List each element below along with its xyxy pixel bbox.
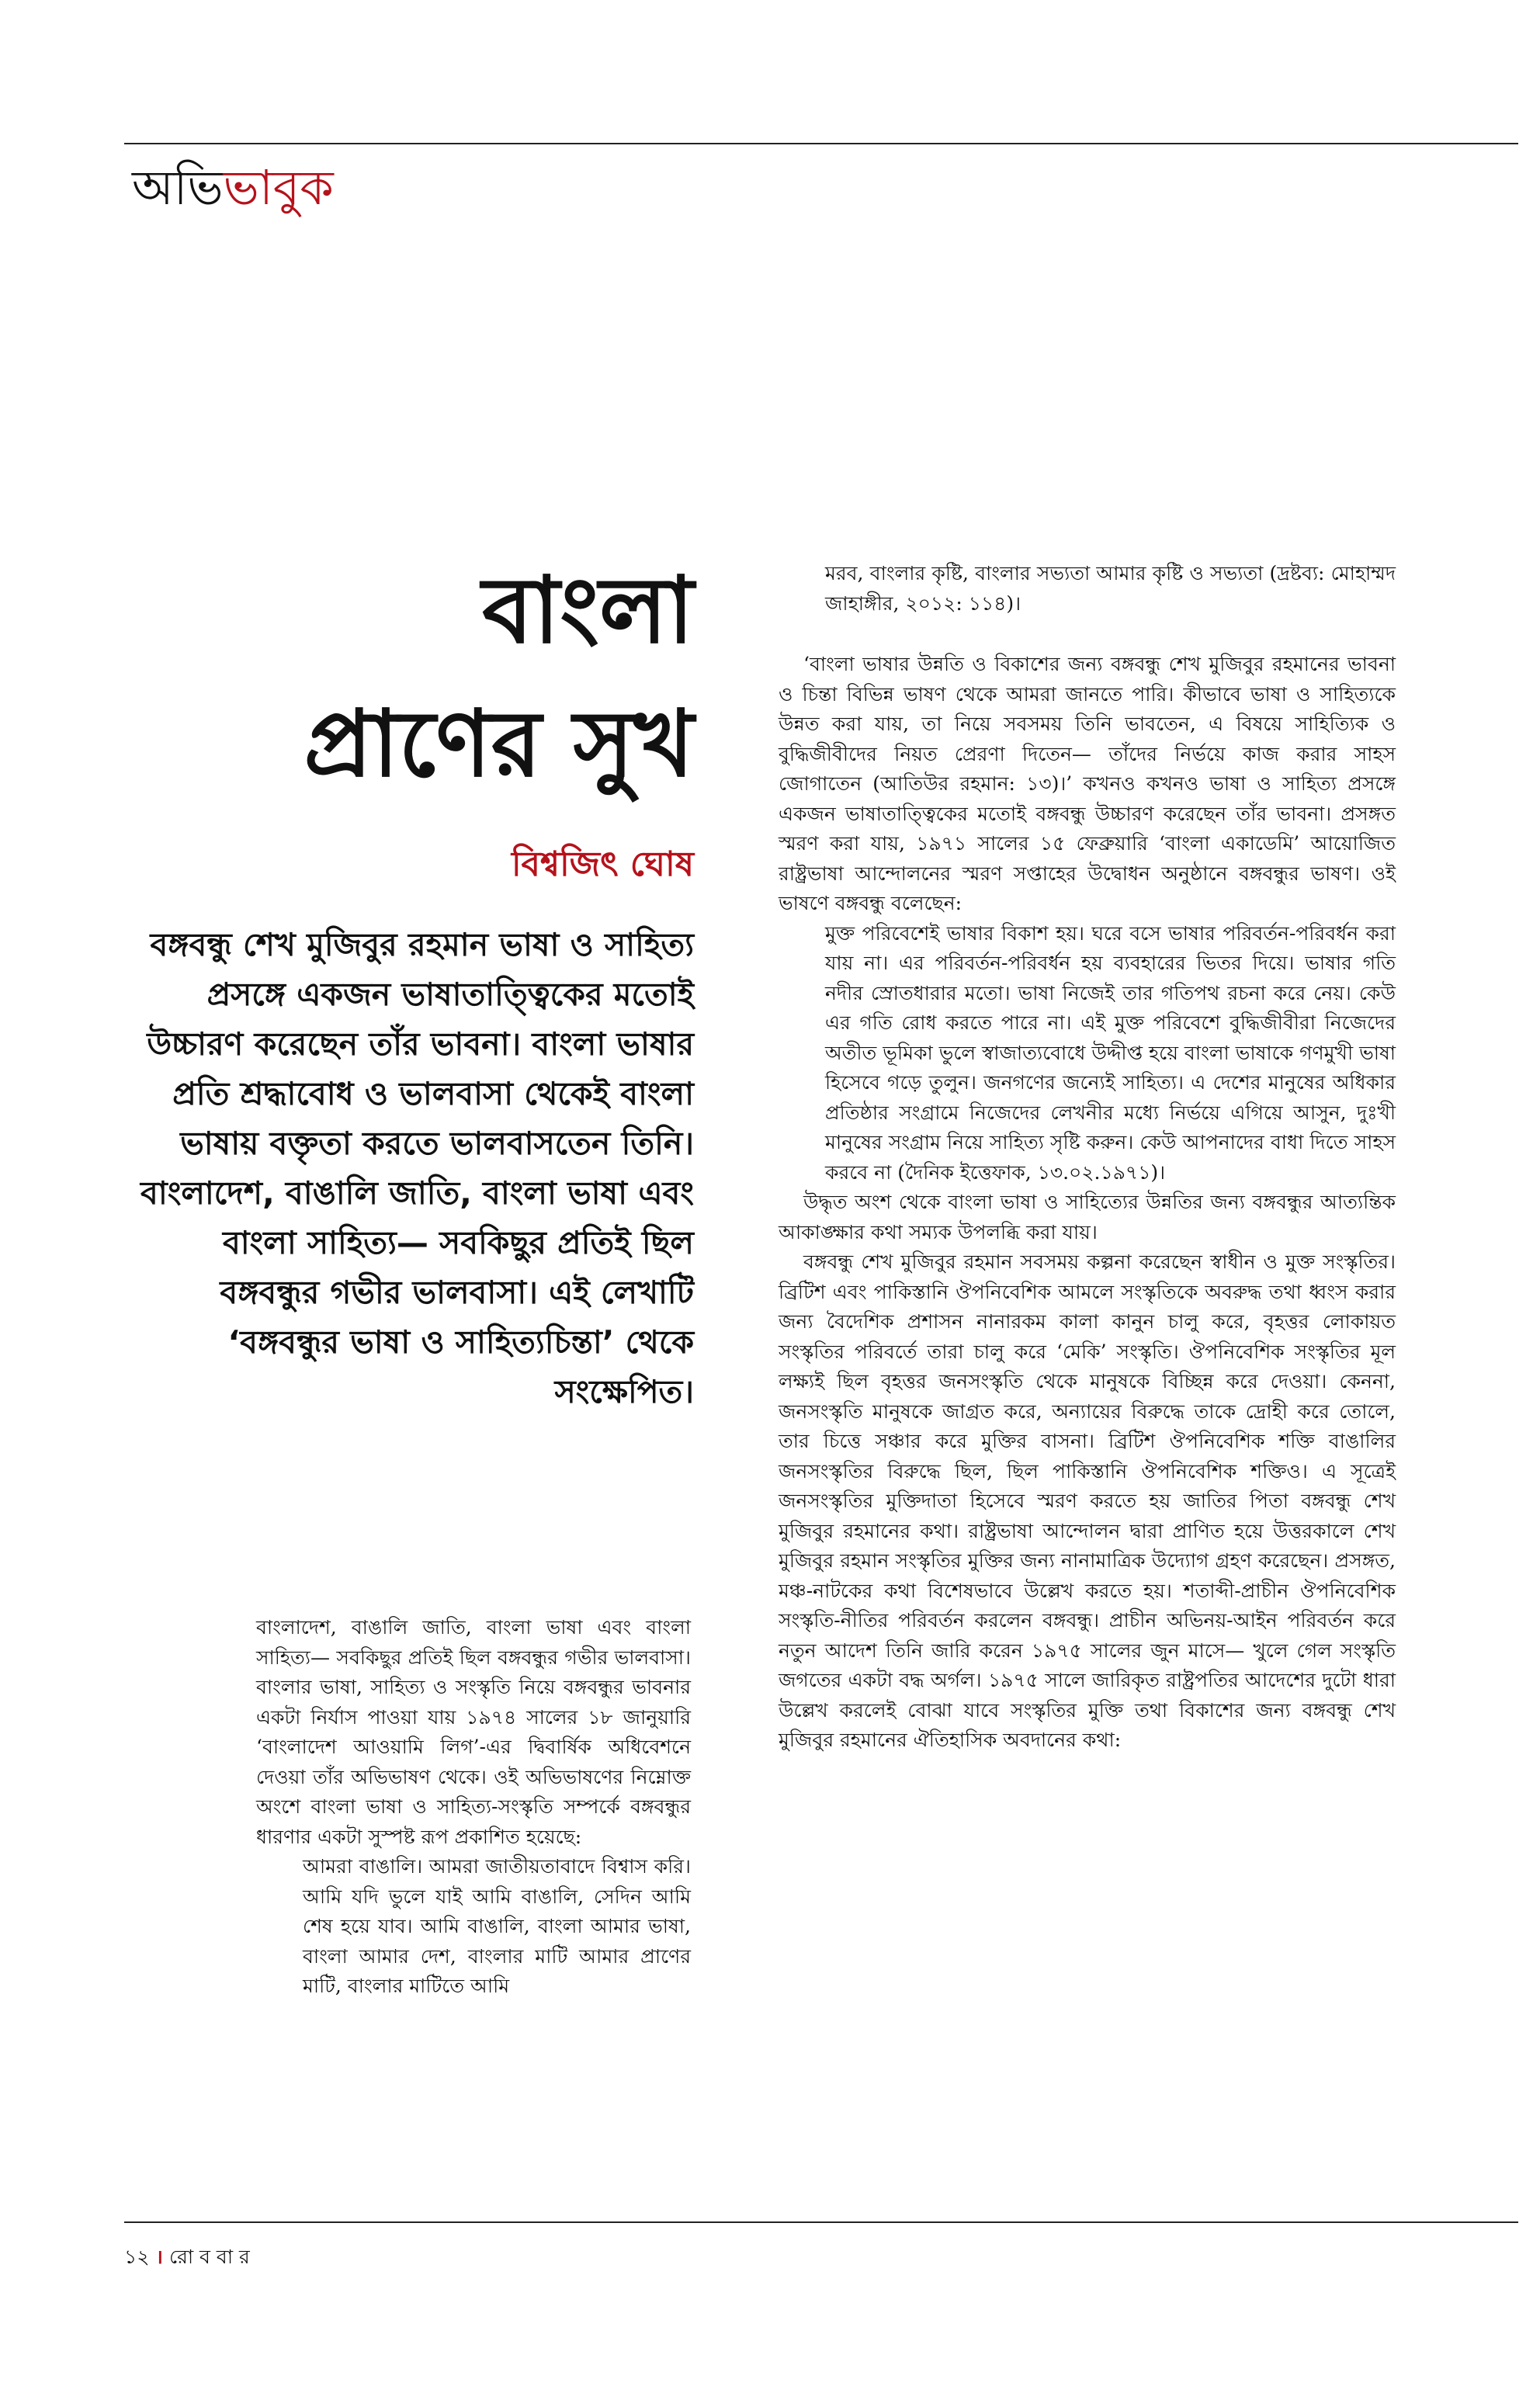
left-column [256,1613,691,2002]
top-rule [124,143,1518,144]
section-heading-part2: ভাবুক [223,159,334,216]
body-paragraph: ‘বাংলা ভাষার উন্নতি ও বিকাশের জন্য বঙ্গবন্ধু শেখ মুজিবুর রহমানের ভাবনা ও চিন্তা বিভিন্ন ভাষণ থেকে আমরা জানতে পারি। কীভাবে ভাষা ও সাহিত্যকে উন্নত করা যায়, তা নিয়ে সবসময় তিনি ভাবতেন, এ বিষয়ে সাহিত্যিক ও বুদ্ধিজীবীদের নিয়ত প্রেরণা দিতেন— তাঁদের নির্ভয়ে কাজ করার সাহস জোগাতেন (আতিউর রহমান: ১৩)।’ কখনও কখনও ভাষা ও সাহিত্য প্রসঙ্গে একজন ভাষাতাত্ত্বিকের মতোই বঙ্গবন্ধু উচ্চারণ করেছেন তাঁর ভাবনা। প্রসঙ্গত স্মরণ করা যায়, ১৯৭১ সালের ১৫ ফেব্রুয়ারি ‘বাংলা একাডেমি’ আয়োজিত রাষ্ট্রভাষা আন্দোলনের স্মরণ সপ্তাহের উদ্বোধন অনুষ্ঠানে বঙ্গবন্ধুর ভাষণ। ওই ভাষণে বঙ্গবন্ধু বলেছেন: [779,653,1396,914]
right-column [779,559,1396,1756]
article-title [104,543,694,810]
section-heading [132,159,334,217]
page-number: ১২ [124,2246,150,2268]
page-footer [124,2242,250,2275]
magazine-name: রো ব বা র [168,2246,250,2268]
quote-block-continued: মরব, বাংলার কৃষ্টি, বাংলার সভ্যতা আমার কৃষ্টি ও সভ্যতা (দ্রষ্টব্য: মোহাম্মদ জাহাঙ্গীর, ২০১২: ১১৪)। [825,562,1396,615]
body-paragraph: বাংলাদেশ, বাঙালি জাতি, বাংলা ভাষা এবং বাংলা সাহিত্য— সবকিছুর প্রতিই ছিল বঙ্গবন্ধুর গভীর ভালবাসা। বাংলার ভাষা, সাহিত্য ও সংস্কৃতি নিয়ে বঙ্গবন্ধুর ভাবনার একটা নির্যাস পাওয়া যায় ১৯৭৪ সালের ১৮ জানুয়ারি ‘বাংলাদেশ আওয়ামি লিগ’-এর দ্বিবার্ষিক অধিবেশনে দেওয়া তাঁর অভিভাষণ থেকে। ওই অভিভাষণের নিম্নোক্ত অংশে বাংলা ভাষা ও সাহিত্য-সংস্কৃতি সম্পর্কে বঙ্গবন্ধুর ধারণার একটা সুস্পষ্ট রূপ প্রকাশিত হয়েছে: [256,1616,691,1848]
bottom-rule [124,2221,1518,2223]
title-line-1: বাংলা [482,557,694,664]
standfirst: বঙ্গবন্ধু শেখ মুজিবুর রহমান ভাষা ও সাহিত্য প্রসঙ্গে একজন ভাষাতাত্ত্বিকের মতোই উচ্চারণ করেছেন তাঁর ভাবনা। বাংলা ভাষার প্রতি শ্রদ্ধাবোধ ও ভালবাসা থেকেই বাংলা ভাষায় বক্তৃতা করতে ভালবাসতেন তিনি। বাংলাদেশ, বাঙালি জাতি, বাংলা ভাষা এবং বাংলা সাহিত্য— সবকিছুর প্রতিই ছিল বঙ্গবন্ধুর গভীর ভালবাসা। এই লেখাটি ‘বঙ্গবন্ধুর ভাষা ও সাহিত্যচিন্তা’ থেকে সংক্ষেপিত। [140,926,694,1410]
author-byline: বিশ্বজিৎ ঘোষ [511,844,694,884]
title-line-2: প্রাণের সুখ [303,690,694,797]
quote-block: মুক্ত পরিবেশেই ভাষার বিকাশ হয়। ঘরে বসে ভাষার পরিবর্তন-পরিবর্ধন করা যায় না। এর পরিবর্তন-পরিবর্ধন হয় ব্যবহারের ভিতর দিয়ে। ভাষার গতি নদীর স্রোতধারার মতো। ভাষা নিজেই তার গতিপথ রচনা করে নেয়। কেউ এর গতি রোধ করতে পারে না। এই মুক্ত পরিবেশে বুদ্ধিজীবীরা নিজেদের অতীত ভূমিকা ভুলে স্বাজাত্যবোধে উদ্দীপ্ত হয়ে বাংলা ভাষাকে গণমুখী ভাষা হিসেবে গড়ে তুলুন। জনগণের জন্যেই সাহিত্য। এ দেশের মানুষের অধিকার প্রতিষ্ঠার সংগ্রামে নিজেদের লেখনীর মধ্যে নির্ভয়ে এগিয়ে আসুন, দুঃখী মানুষের সংগ্রাম নিয়ে সাহিত্য সৃষ্টি করুন। কেউ আপনাদের বাধা দিতে সাহস করবে না (দৈনিক ইত্তেফাক, ১৩.০২.১৯৭১)। [825,921,1396,1184]
footer-separator: । [155,2246,163,2268]
body-paragraph: বঙ্গবন্ধু শেখ মুজিবুর রহমান সবসময় কল্পনা করেছেন স্বাধীন ও মুক্ত সংস্কৃতির। ব্রিটিশ এবং পাকিস্তানি ঔপনিবেশিক আমলে সংস্কৃতিকে অবরুদ্ধ তথা ধ্বংস করার জন্য বৈদেশিক প্রশাসন নানারকম কালা কানুন চালু করে, বৃহত্তর লোকায়ত সংস্কৃতির পরিবর্তে তারা চালু করে ‘মেকি’ সংস্কৃতি। ঔপনিবেশিক সংস্কৃতির মূল লক্ষ্যই ছিল বৃহত্তর জনসংস্কৃতি থেকে মানুষকে বিচ্ছিন্ন করে দেওয়া। কেননা, জনসংস্কৃতি মানুষকে জাগ্রত করে, অন্যায়ের বিরুদ্ধে তাকে দ্রোহী করে তোলে, তার চিত্তে সঞ্চার করে মুক্তির বাসনা। ব্রিটিশ ঔপনিবেশিক শক্তি বাঙালির জনসংস্কৃতির বিরুদ্ধে ছিল, ছিল পাকিস্তানি ঔপনিবেশিক শক্তিও। এ সূত্রেই জনসংস্কৃতির মুক্তিদাতা হিসেবে স্মরণ করতে হয় জাতির পিতা বঙ্গবন্ধু শেখ মুজিবুর রহমানের কথা। রাষ্ট্রভাষা আন্দোলন দ্বারা প্রাণিত হয়ে উত্তরকালে শেখ মুজিবুর রহমান সংস্কৃতির মুক্তির জন্য নানামাত্রিক উদ্যোগ গ্রহণ করেছেন। প্রসঙ্গত, মঞ্চ-নাটকের কথা বিশেষভাবে উল্লেখ করতে হয়। শতাব্দী-প্রাচীন ঔপনিবেশিক সংস্কৃতি-নীতির পরিবর্তন করলেন বঙ্গবন্ধু। প্রাচীন অভিনয়-আইন পরিবর্তন করে নতুন আদেশ তিনি জারি করেন ১৯৭৫ সালের জুন মাসে— খুলে গেল সংস্কৃতি জগতের একটা বদ্ধ অর্গল। ১৯৭৫ সালে জারিকৃত রাষ্ট্রপতির আদেশের দুটো ধারা উল্লেখ করলেই বোঝা যাবে সংস্কৃতির মুক্তি তথা বিকাশের জন্য বঙ্গবন্ধু শেখ মুজিবুর রহমানের ঐতিহাসিক অবদানের কথা: [779,1250,1396,1751]
body-paragraph: উদ্ধৃত অংশ থেকে বাংলা ভাষা ও সাহিত্যের উন্নতির জন্য বঙ্গবন্ধুর আত্যন্তিক আকাঙ্ক্ষার কথা সম্যক উপলব্ধি করা যায়। [779,1191,1396,1243]
quote-block: আমরা বাঙালি। আমরা জাতীয়তাবাদে বিশ্বাস করি। আমি যদি ভুলে যাই আমি বাঙালি, সেদিন আমি শেষ হয়ে যাব। আমি বাঙালি, বাংলা আমার ভাষা, বাংলা আমার দেশ, বাংলার মাটি আমার প্রাণের মাটি, বাংলার মাটিতে আমি [303,1855,691,1997]
section-heading-part1: অভি [132,159,224,216]
